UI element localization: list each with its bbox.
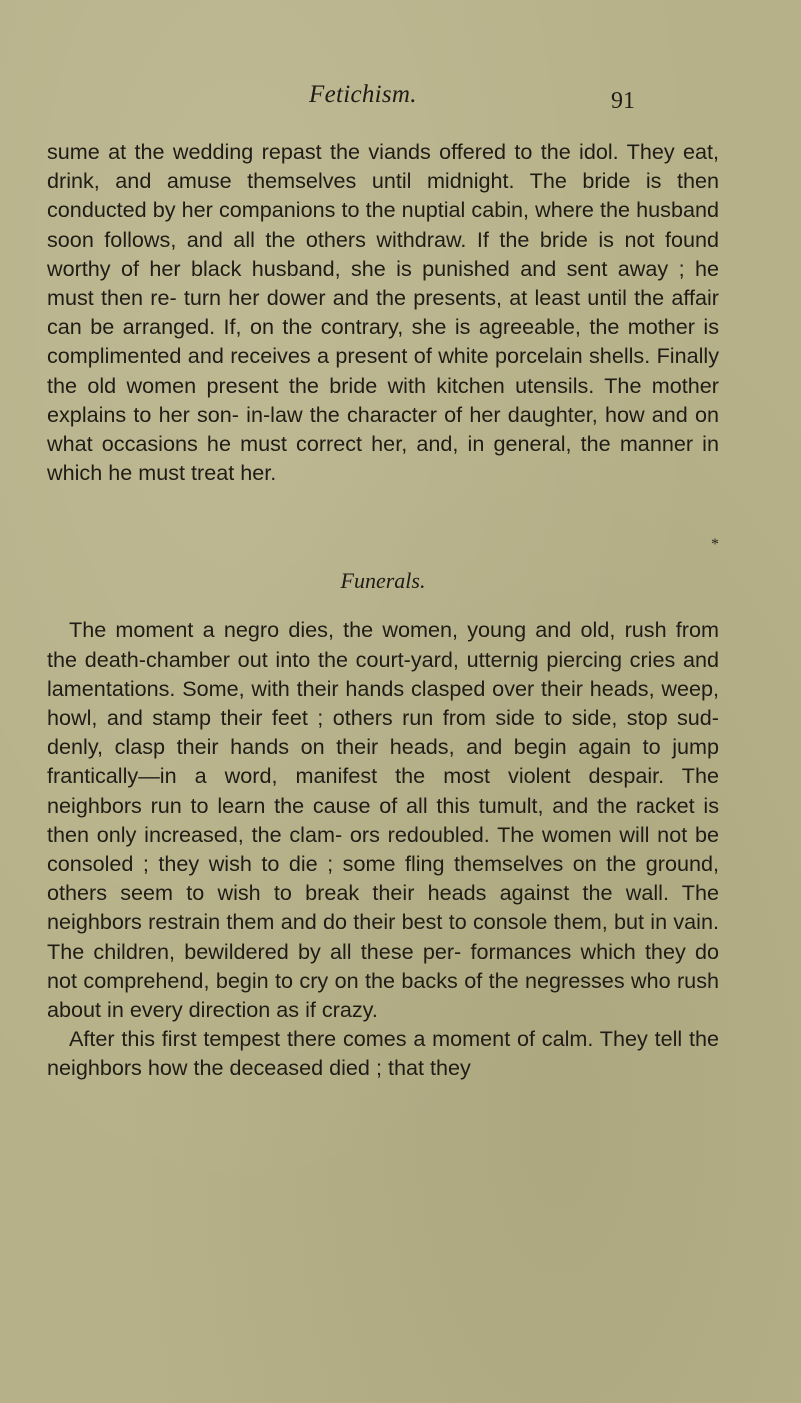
running-title: Fetichism.	[309, 81, 417, 108]
paragraph-wedding: sume at the wedding repast the viands offered to the idol. They eat, drink, and amuse themselves until midnight. The bride is then conducted by her companions to the nuptial cabin, where the husband soon follows, and all the others withdraw. If the bride is not found worthy of her black husband, she is punished and sent away ; he must then re- turn her dower and the presents, at least until the affair can be arranged. If, on the contrary, she is agreeable, the mother is complimented and receives a present of white porcelain shells. Finally the old women present the bride with kitchen utensils. The mother explains to her son- in-law the character of her daughter, how and on what occasions he must correct her, and, in general, the manner in which he must treat her.	[47, 139, 719, 486]
page-number: 91	[611, 88, 635, 114]
paragraph-calm: After this first tempest there comes a moment of calm. They tell the neighbors how the deceased died ; that they	[47, 1026, 719, 1081]
stray-mark: *	[711, 536, 719, 553]
paragraph-funerals: The moment a negro dies, the women, young and old, rush from the death-chamber out into the court-yard, utternig piercing cries and lamentations. Some, with their hands clasped over their heads, weep, howl, and stamp their feet ; others run from side to side, stop sud- denly, clasp their hands on their heads, and begin again to jump frantically—in a word, manifest the most violent despair. The neighbors run to learn the cause of all this tumult, and the racket is then only increased, the clam- ors redoubled. The women will not be consoled ; they wish to die ; some fling themselves on the ground, others seem to wish to break their heads against the wall. The neighbors restrain them and do their best to console them, but in vain. The children, bewildered by all these per- formances which they do not comprehend, begin to cry on the backs of the negresses who rush about in every direction as if crazy.	[47, 617, 719, 1023]
body-text	[47, 137, 719, 1083]
running-head	[0, 80, 801, 120]
section-heading-funerals: Funerals.	[340, 568, 426, 594]
